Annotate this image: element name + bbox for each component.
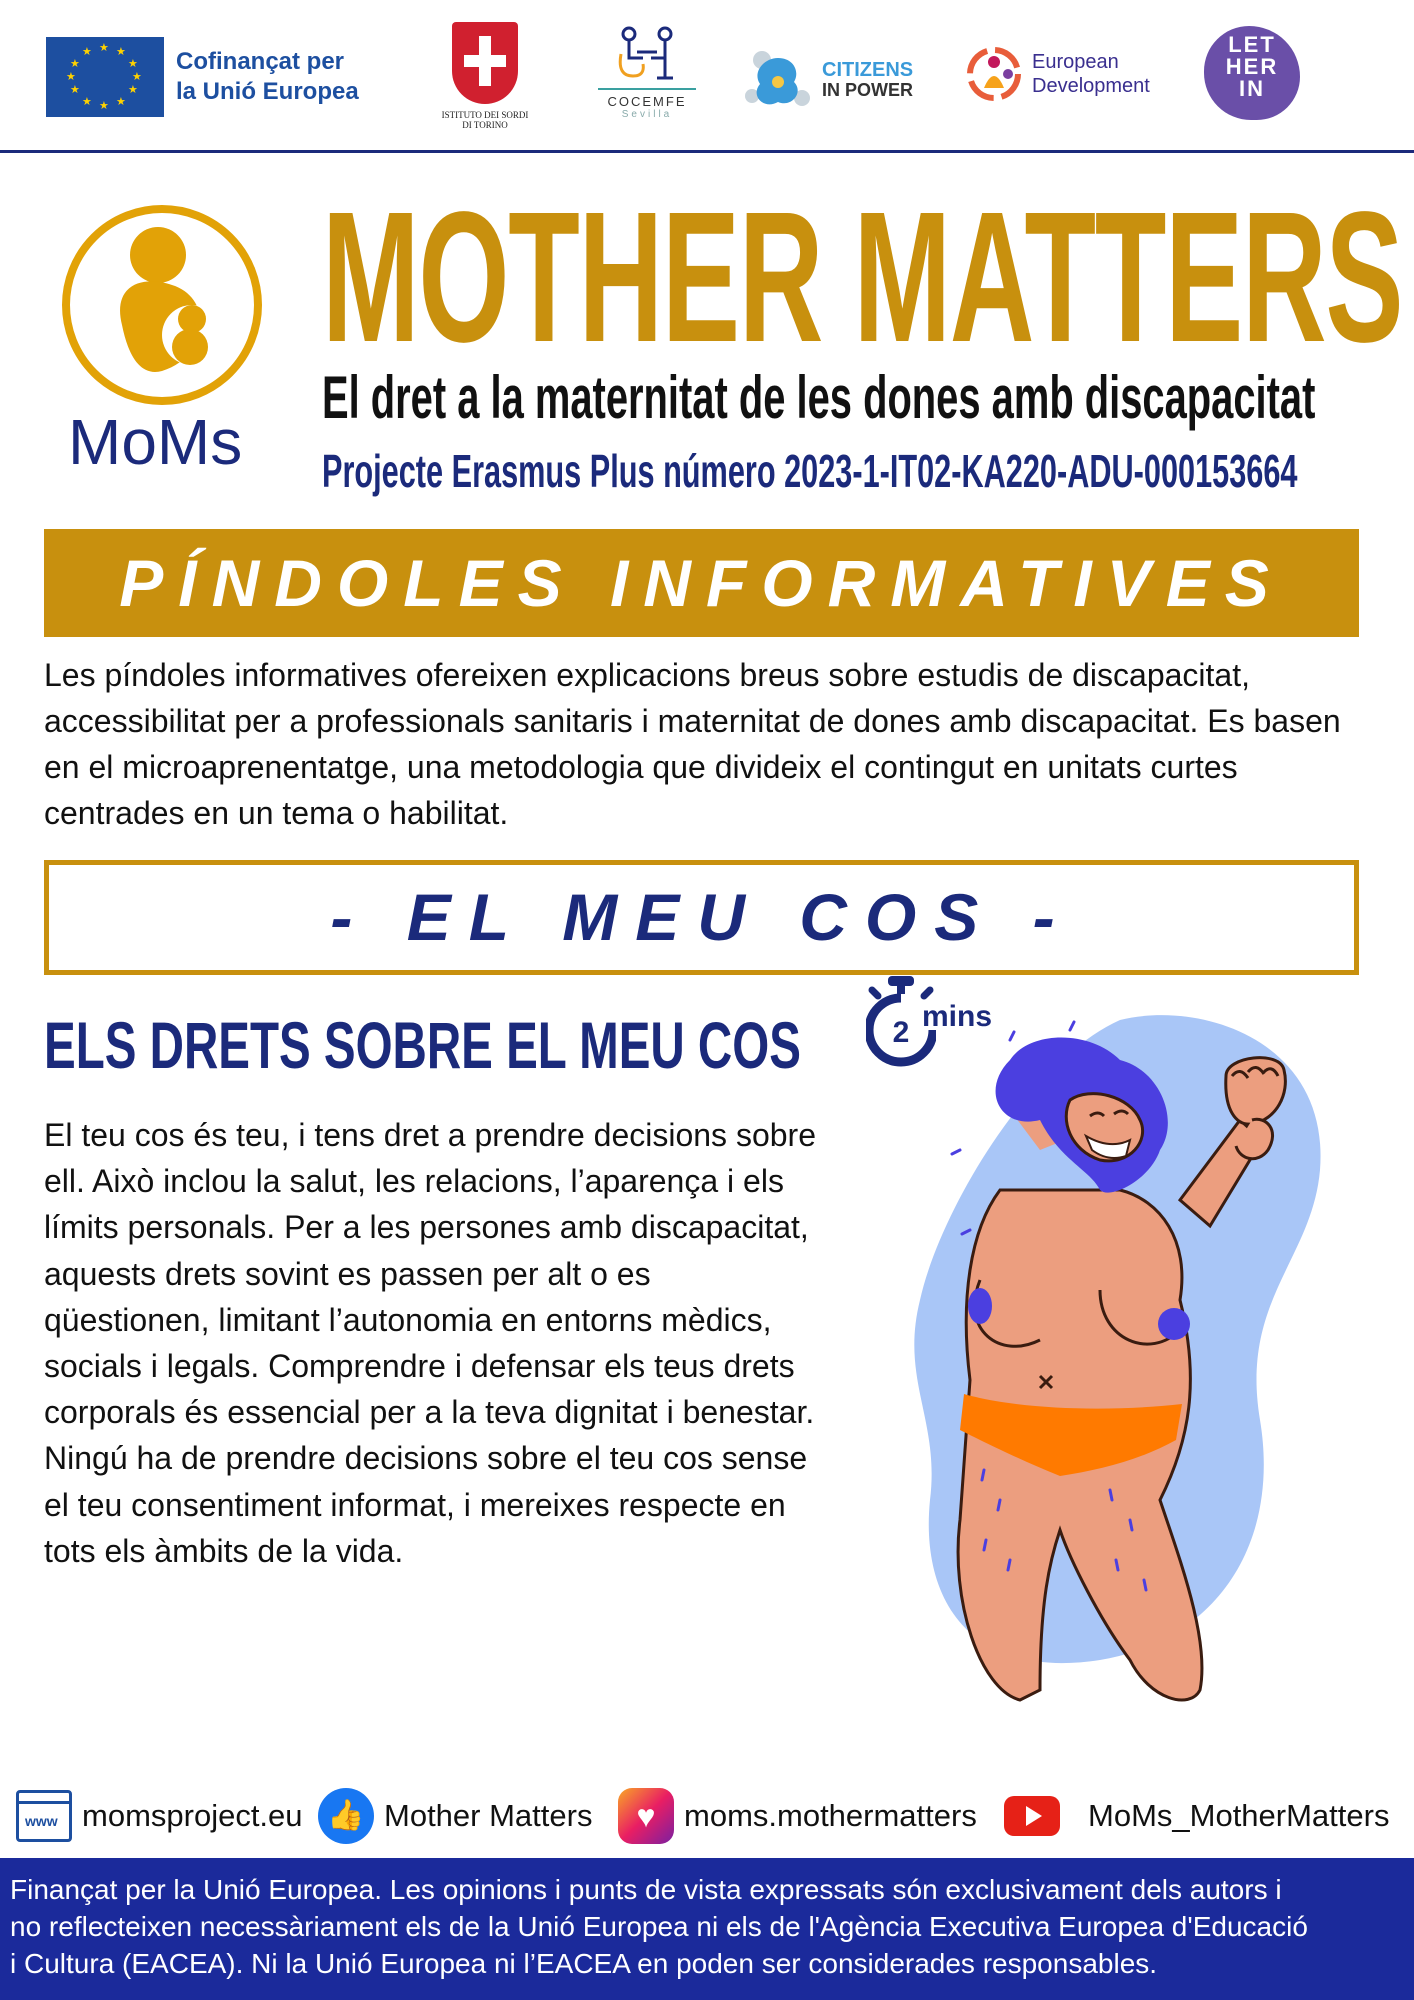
disclaimer-line-1: Finançat per la Unió Europea. Les opinions i punts de vista expressats són exclusivament dels autors i [10, 1874, 1282, 1905]
youtube-play-icon [1004, 1796, 1060, 1836]
moms-logo [62, 205, 266, 478]
woman-illustration-icon [860, 1000, 1340, 1750]
mother-child-icon [62, 205, 266, 405]
main-title: MOTHER MATTERS [322, 174, 1403, 381]
european-development-logo: European Development [964, 44, 1150, 104]
facebook-label: Mother Matters [384, 1798, 593, 1833]
intro-paragraph: Les píndoles informatives ofereixen explicacions breus sobre estudis de discapacitat, accessibilitat per a professionals sanitaris i maternitat de dones amb discapacitat. Es basen en el microaprenentatge, una metodologia que divideix el contingut en unitats curtes centrades en un tema o habilitat. [44, 657, 1341, 831]
instagram-link[interactable] [618, 1786, 977, 1846]
citizens-flower-icon [742, 46, 814, 114]
partner-logos-header [0, 0, 1414, 153]
body-positive-woman-illustration [860, 1000, 1340, 1755]
project-number: Projecte Erasmus Plus número 2023-1-IT02-KA220-ADU-000153664 [322, 445, 1298, 497]
website-link[interactable] [16, 1786, 303, 1846]
moms-wordmark: MoMs [68, 406, 243, 478]
website-icon: www [16, 1790, 72, 1842]
subtitle: El dret a la maternitat de les dones amb discapacitat [322, 364, 1316, 431]
reading-time-number: 2 [892, 1016, 910, 1049]
article-heading: ELS DRETS SOBRE EL MEU COS [44, 1008, 801, 1082]
informative-pills-banner: PÍNDOLES INFORMATIVES [44, 529, 1359, 637]
eu-flag-icon: ★ ★ ★ ★ ★ ★ ★ ★ ★ ★ ★ ★ [46, 37, 164, 117]
article-body: El teu cos és teu, i tens dret a prendre decisions sobre ell. Això inclou la salut, les relacions, l’aparença i els límits personals. Per a les persones amb discapacitat, aquests drets sovint es passen per alt o es qüestionen, limitant l’autonomia en entorns mèdics, socials i legals. Comprendre i defensar els teus drets corporals és essencial per a la teva dignitat i benestar. Ningú ha de prendre decisions sobre el teu cos sense el teu consentiment informat, i mereixes respecte en tots els àmbits de la vida. [44, 1117, 816, 1569]
facebook-thumbs-up-icon: 👍 [318, 1788, 374, 1844]
social-links [0, 1786, 1414, 1846]
youtube-link[interactable] [1004, 1786, 1389, 1846]
disclaimer-line-2: no reflecteixen necessàriament els de la Unió Europea ni els de l'Agència Executiva Europea d'Educació [10, 1911, 1308, 1942]
shield-cross-icon [452, 22, 518, 104]
disclaimer-line-3: i Cultura (EACEA). Ni la Unió Europea ni l’EACEA en poden ser considerades responsables. [10, 1948, 1158, 1979]
instagram-label: moms.mothermatters [684, 1798, 977, 1833]
let-her-in-logo: LET HER IN [1204, 26, 1300, 120]
cocemfe-icon [607, 24, 687, 84]
section-title-box: - EL MEU COS - [44, 860, 1359, 975]
instagram-heart-icon: ♥ [618, 1788, 674, 1844]
eu-cofunding-logo [46, 37, 359, 117]
eu-cofunding-label: Cofinançat per la Unió Europea [176, 48, 359, 105]
reading-time-unit: mins [922, 1000, 993, 1033]
funding-disclaimer-footer [0, 1858, 1414, 2000]
cocemfe-logo: COCEMFE Sevilla [592, 24, 702, 120]
facebook-link[interactable] [318, 1786, 592, 1846]
citizens-in-power-logo: CITIZENS IN POWER [742, 46, 913, 114]
istituto-sordi-torino-logo: ISTITUTO DEI SORDI DI TORINO [440, 22, 530, 130]
people-circle-icon [964, 44, 1024, 104]
website-label: momsproject.eu [82, 1798, 303, 1833]
youtube-label: MoMs_MotherMatters [1088, 1798, 1390, 1833]
